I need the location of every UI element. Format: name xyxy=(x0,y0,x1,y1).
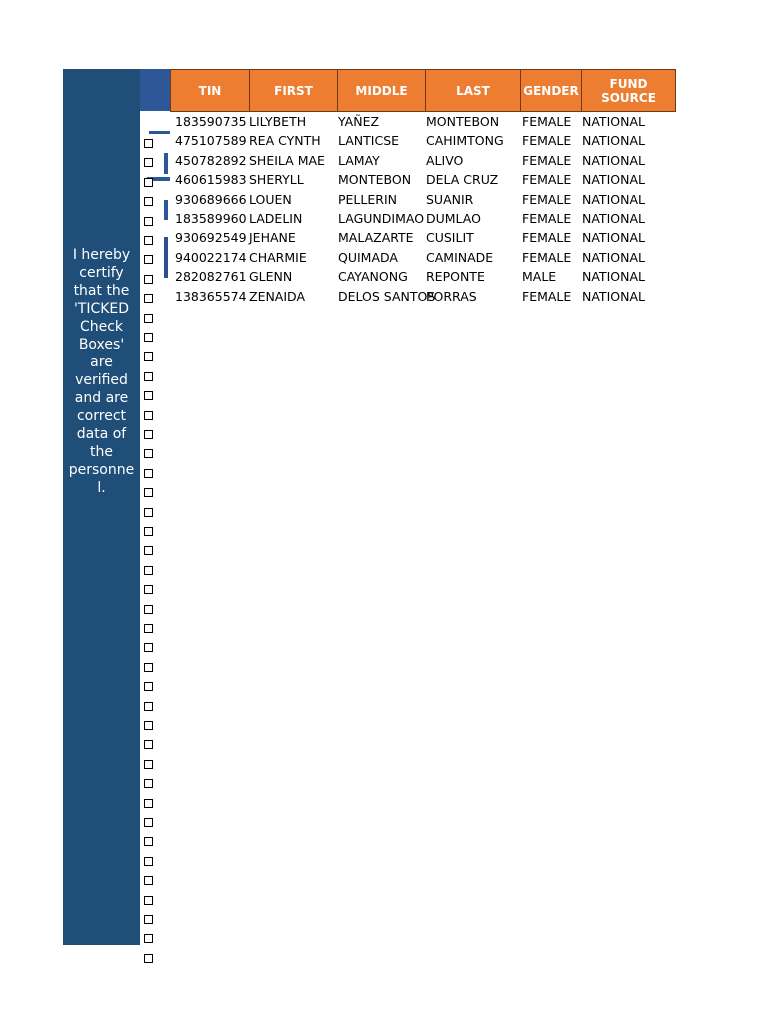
certification-text: I hereby certify that the 'TICKED Check Boxes' are verified and are correct data of the personne l. xyxy=(68,247,135,496)
verify-checkbox[interactable] xyxy=(144,702,153,711)
header-tin: TIN xyxy=(170,69,249,112)
verify-checkbox[interactable] xyxy=(144,139,153,148)
verify-checkbox[interactable] xyxy=(144,585,153,594)
certification-panel xyxy=(63,69,140,945)
verify-checkbox[interactable] xyxy=(144,236,153,245)
cell-first: LILYBETH xyxy=(249,114,307,129)
verify-checkbox[interactable] xyxy=(144,779,153,788)
cell-gender: FEMALE xyxy=(522,249,572,265)
verify-checkbox[interactable] xyxy=(144,546,153,555)
cell-middle: MONTEBON xyxy=(338,172,412,188)
cell-tin: 930692549 xyxy=(175,230,247,246)
cell-tin: 460615983 xyxy=(175,172,247,188)
cell-gender: FEMALE xyxy=(522,172,572,188)
cell-tin: 940022174 xyxy=(175,249,247,265)
cell-middle: QUIMADA xyxy=(338,249,398,265)
verify-checkbox[interactable] xyxy=(144,411,153,420)
header-last: LAST xyxy=(425,69,520,112)
verify-checkbox[interactable] xyxy=(144,799,153,808)
cell-gender: FEMALE xyxy=(522,230,572,246)
cell-last: DELA CRUZ xyxy=(426,172,499,188)
verify-checkbox[interactable] xyxy=(144,721,153,730)
cell-tin: 138365574 xyxy=(175,288,247,304)
decorative-mark xyxy=(164,200,168,220)
header-gender: GENDER xyxy=(520,69,581,112)
cell-first: CHARMIE xyxy=(249,249,307,265)
cell-middle: DELOS SANTOS xyxy=(338,288,436,304)
verify-checkbox[interactable] xyxy=(144,217,153,226)
cell-last: CUSILIT xyxy=(426,230,474,246)
cell-middle: LAMAY xyxy=(338,152,380,168)
cell-fund: NATIONAL xyxy=(582,152,645,168)
cell-fund: NATIONAL xyxy=(582,114,645,129)
verify-checkbox[interactable] xyxy=(144,624,153,633)
verify-checkbox[interactable] xyxy=(144,197,153,206)
cell-fund: NATIONAL xyxy=(582,249,645,265)
cell-middle: CAYANONG xyxy=(338,269,408,285)
verify-checkbox[interactable] xyxy=(144,333,153,342)
verify-checkbox[interactable] xyxy=(144,954,153,963)
verify-checkbox[interactable] xyxy=(144,876,153,885)
cell-last: CAMINADE xyxy=(426,249,494,265)
cell-middle: PELLERIN xyxy=(338,191,397,207)
verify-checkbox[interactable] xyxy=(144,449,153,458)
cell-gender: FEMALE xyxy=(522,133,572,149)
cell-middle: MALAZARTE xyxy=(338,230,414,246)
header-first: FIRST xyxy=(249,69,337,112)
cell-last: ALIVO xyxy=(426,152,464,168)
verify-checkbox[interactable] xyxy=(144,314,153,323)
verify-checkbox[interactable] xyxy=(144,682,153,691)
verify-checkbox[interactable] xyxy=(144,391,153,400)
cell-last: PORRAS xyxy=(426,288,477,304)
verify-checkbox[interactable] xyxy=(144,508,153,517)
cell-gender: FEMALE xyxy=(522,191,572,207)
cell-fund: NATIONAL xyxy=(582,269,645,285)
cell-first: SHEILA MAE xyxy=(249,152,325,168)
header-middle: MIDDLE xyxy=(337,69,425,112)
cell-tin: 450782892 xyxy=(175,152,247,168)
cell-first: LOUEN xyxy=(249,191,292,207)
verify-checkbox[interactable] xyxy=(144,178,153,187)
cell-first: REA CYNTH xyxy=(249,133,321,149)
verify-checkbox[interactable] xyxy=(144,896,153,905)
cell-last: SUANIR xyxy=(426,191,474,207)
cell-first: ZENAIDA xyxy=(249,288,306,304)
cell-last: REPONTE xyxy=(426,269,485,285)
cell-last: MONTEBON xyxy=(426,114,500,129)
decorative-mark xyxy=(164,153,168,174)
cell-first: JEHANE xyxy=(249,230,296,246)
verify-checkbox[interactable] xyxy=(144,255,153,264)
verify-checkbox[interactable] xyxy=(144,934,153,943)
verify-checkbox[interactable] xyxy=(144,566,153,575)
verify-checkbox[interactable] xyxy=(144,372,153,381)
checkbox-column-header xyxy=(140,69,170,111)
verify-checkbox[interactable] xyxy=(144,915,153,924)
cell-middle: LAGUNDIMAO xyxy=(338,211,425,226)
verify-checkbox[interactable] xyxy=(144,527,153,536)
cell-gender: FEMALE xyxy=(522,114,572,129)
verify-checkbox[interactable] xyxy=(144,158,153,167)
verify-checkbox[interactable] xyxy=(144,857,153,866)
cell-tin: 282082761 xyxy=(175,269,247,285)
verify-checkbox[interactable] xyxy=(144,294,153,303)
header-fund-source: FUND SOURCE xyxy=(581,69,676,112)
cell-fund: NATIONAL xyxy=(582,288,645,304)
verify-checkbox[interactable] xyxy=(144,605,153,614)
cell-middle: LANTICSE xyxy=(338,133,400,149)
verify-checkbox[interactable] xyxy=(144,760,153,769)
cell-tin: 183590735 xyxy=(175,114,247,129)
cell-tin: 475107589 xyxy=(175,133,247,149)
cell-tin: 930689666 xyxy=(175,191,247,207)
cell-gender: FEMALE xyxy=(522,152,572,168)
decorative-mark xyxy=(149,131,170,134)
cell-gender: MALE xyxy=(522,269,557,285)
verify-checkbox[interactable] xyxy=(144,275,153,284)
verify-checkbox[interactable] xyxy=(144,430,153,439)
decorative-mark xyxy=(164,237,168,278)
verify-checkbox[interactable] xyxy=(144,488,153,497)
verify-checkbox[interactable] xyxy=(144,837,153,846)
verify-checkbox[interactable] xyxy=(144,643,153,652)
cell-gender: FEMALE xyxy=(522,288,572,304)
verify-checkbox[interactable] xyxy=(144,740,153,749)
verify-checkbox[interactable] xyxy=(144,663,153,672)
cell-fund: NATIONAL xyxy=(582,172,645,188)
cell-gender: FEMALE xyxy=(522,211,572,226)
cell-fund: NATIONAL xyxy=(582,230,645,246)
cell-first: GLENN xyxy=(249,269,293,285)
cell-first: LADELIN xyxy=(249,211,303,226)
verify-checkbox[interactable] xyxy=(144,352,153,361)
cell-first: SHERYLL xyxy=(249,172,304,188)
cell-fund: NATIONAL xyxy=(582,191,645,207)
cell-tin: 183589960 xyxy=(175,211,247,226)
cell-last: DUMLAO xyxy=(426,211,481,226)
verify-checkbox[interactable] xyxy=(144,818,153,827)
cell-middle: YAÑEZ xyxy=(338,114,380,129)
cell-last: CAHIMTONG xyxy=(426,133,504,149)
cell-fund: NATIONAL xyxy=(582,133,645,149)
verify-checkbox[interactable] xyxy=(144,469,153,478)
cell-fund: NATIONAL xyxy=(582,211,645,226)
